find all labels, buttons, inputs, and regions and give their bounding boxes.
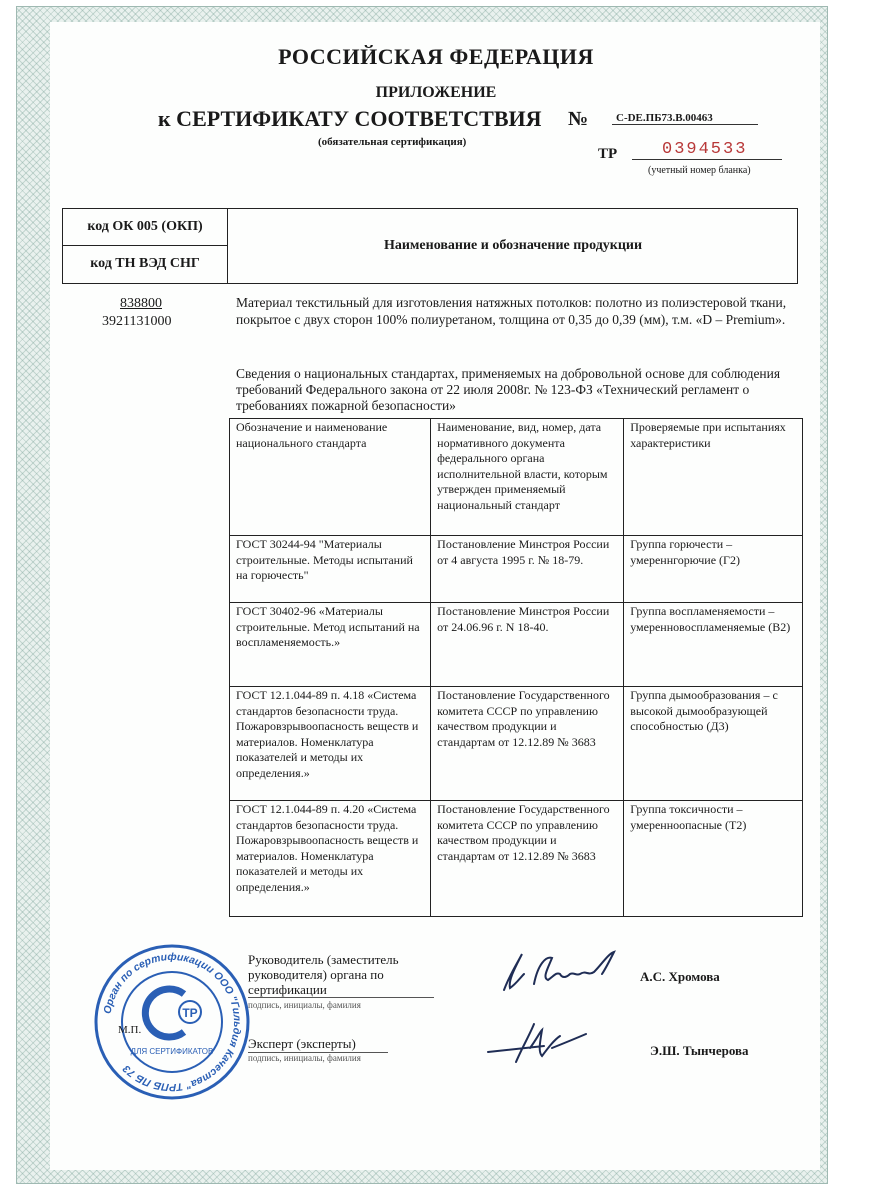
table-row xyxy=(230,536,803,603)
okp-code: 838800 xyxy=(120,296,162,311)
head-label: Руководитель (заместитель руководителя) органа по сертификации xyxy=(248,952,434,998)
head-name: А.С. Хромова xyxy=(640,969,720,984)
expert-sign-caption: подпись, инициалы, фамилия xyxy=(248,1053,361,1063)
stamp-place-label: М.П. xyxy=(118,1024,142,1036)
tnved-code-label: код ТН ВЭД СНГ xyxy=(63,245,227,282)
tnved-code: 3921131000 xyxy=(102,314,172,329)
code-column xyxy=(63,209,228,283)
table-cell: ГОСТ 12.1.044-89 п. 4.20 «Система стандартов безопасности труда. Пожаровзрывоопасность веществ и материалов. Номенклатура показателей и методы их определения.» xyxy=(230,801,431,917)
head-sign-caption: подпись, инициалы, фамилия xyxy=(248,1000,361,1010)
expert-signature xyxy=(482,1018,592,1066)
table-cell: Постановление Минстроя России от 4 августа 1995 г. № 18-79. xyxy=(431,536,624,603)
table-cell: Группа токсичности – умеренноопасные (Т2) xyxy=(624,801,803,917)
product-header-box xyxy=(62,208,798,284)
annex-title: ПРИЛОЖЕНИЕ xyxy=(375,84,497,101)
table-row xyxy=(230,801,803,917)
stamp-outer-ring xyxy=(96,946,248,1098)
number-sign: № xyxy=(568,108,589,130)
product-name-header: Наименование и обозначение продукции xyxy=(383,238,643,253)
table-cell: Группа воспламеняемости – умеренновоспламеняемые (В2) xyxy=(624,603,803,687)
table-cell: Постановление Государственного комитета СССР по управлению качеством продукции и стандартам от 12.12.89 № 3683 xyxy=(431,687,624,801)
okp-code-label: код ОК 005 (ОКП) xyxy=(87,219,203,234)
table-row xyxy=(230,603,803,687)
table-cell: Постановление Минстроя России от 24.06.96 г. N 18-40. xyxy=(431,603,624,687)
table-cell: ГОСТ 30402-96 «Материалы строительные. Метод испытаний на воспламеняемость.» xyxy=(230,603,431,687)
certificate-number: C-DE.ПБ73.В.00463 xyxy=(612,112,758,125)
blank-number: 0394533 xyxy=(632,140,782,160)
product-description: Материал текстильный для изготовления натяжных потолков: полотно из полиэстеровой ткани, покрытое с двух сторон 100% полиуретаном, толщина от 0,35 до 0,39 (мм), т.м. «D – Premium». xyxy=(236,295,787,327)
table-cell: ГОСТ 30244-94 "Материалы строительные. Методы испытаний на горючесть" xyxy=(230,536,431,603)
standards-table xyxy=(229,418,803,917)
blank-number-note: (учетный номер бланка) xyxy=(648,165,751,176)
stamp-center-text: ДЛЯ СЕРТИФИКАТОВ xyxy=(130,1047,214,1056)
table-row xyxy=(230,687,803,801)
table-cell: Группа горючести – умереннгорючие (Г2) xyxy=(624,536,803,603)
expert-label: Эксперт (эксперты) xyxy=(248,1036,388,1053)
cert-logo-icon xyxy=(145,989,201,1037)
tp-label: ТР xyxy=(598,146,618,162)
country-title: РОССИЙСКАЯ ФЕДЕРАЦИЯ xyxy=(278,44,594,69)
table-cell: Группа дымообразования – с высокой дымообразующей способностью (Д3) xyxy=(624,687,803,801)
table-header-row xyxy=(230,419,803,536)
certification-stamp xyxy=(92,942,252,1102)
table-cell: Постановление Государственного комитета СССР по управлению качеством продукции и стандартам от 12.12.89 № 3683 xyxy=(431,801,624,917)
stamp-ring-text: Орган по сертификации ООО "Гильдия Качества" ТРПБ ПБ 73 xyxy=(101,950,244,1094)
certificate-title: к СЕРТИФИКАТУ СООТВЕТСТВИЯ xyxy=(158,106,542,131)
certification-type: (обязательная сертификация) xyxy=(318,136,467,148)
table-header-cell: Проверяемые при испытаниях характеристики xyxy=(624,419,803,536)
table-cell: ГОСТ 12.1.044-89 п. 4.18 «Система стандартов безопасности труда. Пожаровзрывоопасность веществ и материалов. Номенклатура показателей и методы их определения.» xyxy=(230,687,431,801)
table-header-cell: Обозначение и наименование национального стандарта xyxy=(230,419,431,536)
expert-name: Э.Ш. Тынчерова xyxy=(650,1043,749,1058)
head-signature-block xyxy=(248,952,434,1013)
svg-text:ТР: ТР xyxy=(182,1006,198,1020)
standards-info: Сведения о национальных стандартах, применяемых на добровольной основе для соблюдения требований Федерального закона от 22 июля 2008г. № 123-ФЗ «Технический регламент о требованиях пожарной безопасности» xyxy=(236,366,781,413)
head-signature xyxy=(490,944,630,998)
expert-signature-block xyxy=(248,1036,388,1063)
table-header-cell: Наименование, вид, номер, дата нормативного документа федерального органа исполнительной власти, которым утвержден применяемый национальный стандарт xyxy=(431,419,624,536)
